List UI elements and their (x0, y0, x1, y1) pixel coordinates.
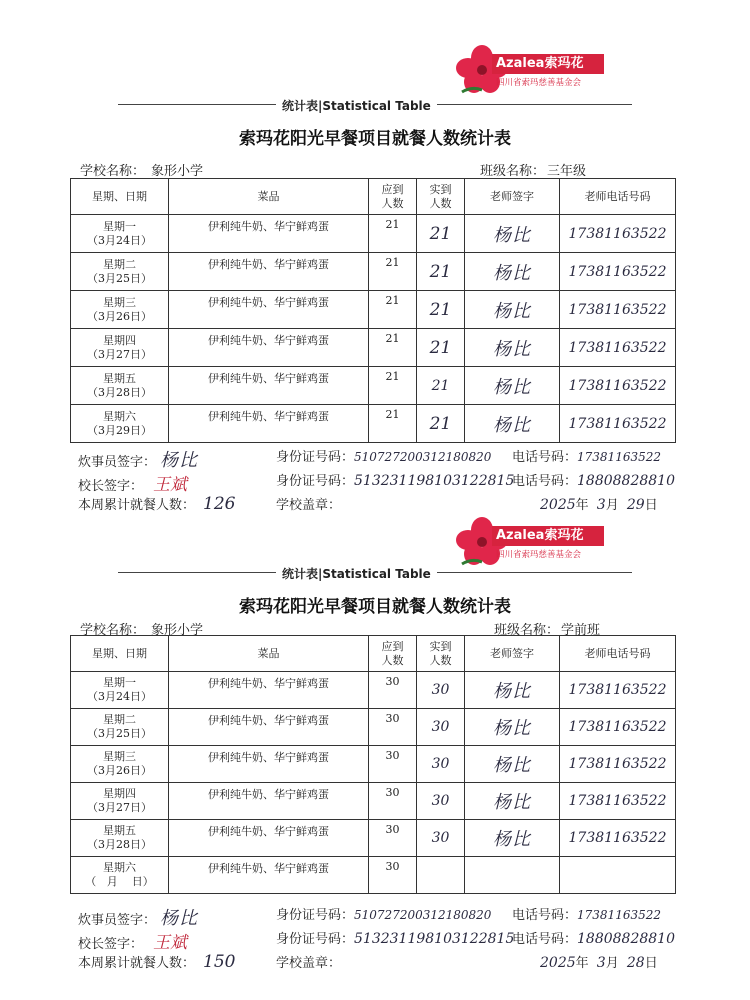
expected-cell: 21 (369, 253, 417, 291)
actual-cell: 21 (417, 291, 465, 329)
signature-cell: 杨比 (465, 367, 560, 405)
signature-cell (465, 857, 560, 894)
phone-label: 电话号码： (512, 474, 578, 489)
signature-cell: 杨比 (465, 215, 560, 253)
day-cell: 星期二 （3月25日） (71, 253, 169, 291)
menu-cell: 伊利纯牛奶、华宁鲜鸡蛋 (169, 367, 369, 405)
principal-id: 513231198103122815 (354, 931, 515, 947)
actual-cell (417, 857, 465, 894)
phone-cell: 17381163522 (560, 329, 676, 367)
col-menu: 菜品 (169, 636, 369, 672)
date-day-suffix: 日 (644, 498, 658, 513)
seal-label: 学校盖章： (276, 956, 342, 971)
table-row (71, 367, 676, 405)
principal-signature: 王斌 (153, 475, 188, 495)
total-label: 本周累计就餐人数： (78, 498, 196, 513)
expected-cell: 30 (369, 709, 417, 746)
school-label: 学校名称： (80, 164, 146, 179)
total-value: 150 (203, 952, 236, 972)
id-label: 身份证号码： (276, 908, 355, 923)
form-title: 索玛花阳光早餐项目就餐人数统计表 (239, 597, 511, 617)
cook-label: 炊事员签字： (78, 913, 157, 928)
menu-cell: 伊利纯牛奶、华宁鲜鸡蛋 (169, 291, 369, 329)
date-month: 3 (596, 497, 606, 513)
col-teacher-sign: 老师签字 (465, 179, 560, 215)
school-label: 学校名称： (80, 623, 146, 638)
signature-cell: 杨比 (465, 709, 560, 746)
col-expected: 应到人数 (369, 636, 417, 672)
date-day-suffix: 日 (644, 956, 658, 971)
date-row (540, 952, 658, 971)
id-label: 身份证号码： (276, 474, 355, 489)
logo-brand: Azalea索玛花 (492, 526, 604, 546)
menu-cell: 伊利纯牛奶、华宁鲜鸡蛋 (169, 709, 369, 746)
azalea-logo (452, 512, 612, 572)
class-name: 学前班 (561, 623, 601, 638)
table-row (71, 329, 676, 367)
signature-cell: 杨比 (465, 820, 560, 857)
day-cell: 星期三 （3月26日） (71, 291, 169, 329)
table-row (71, 291, 676, 329)
cook-phone: 17381163522 (577, 450, 661, 464)
table-row (71, 215, 676, 253)
date-year: 2025 (540, 955, 576, 971)
cook-id: 510727200312180820 (354, 450, 492, 464)
menu-cell: 伊利纯牛奶、华宁鲜鸡蛋 (169, 857, 369, 894)
phone-cell (560, 857, 676, 894)
actual-cell: 21 (417, 215, 465, 253)
actual-cell: 21 (417, 405, 465, 443)
actual-cell: 21 (417, 367, 465, 405)
phone-cell: 17381163522 (560, 709, 676, 746)
total-row (78, 952, 235, 972)
phone-cell: 17381163522 (560, 405, 676, 443)
table-header-row (71, 636, 676, 672)
day-cell: 星期五 （3月28日） (71, 820, 169, 857)
signature-cell: 杨比 (465, 746, 560, 783)
col-actual: 实到人数 (417, 636, 465, 672)
phone-cell: 17381163522 (560, 367, 676, 405)
expected-cell: 30 (369, 746, 417, 783)
header-tag: 统计表|Statistical Table (276, 565, 437, 582)
logo-subtitle: 四川省索玛慈善基金会 (496, 550, 582, 560)
date-month-suffix: 月 (605, 956, 619, 971)
expected-cell: 21 (369, 405, 417, 443)
principal-label: 校长签字： (78, 937, 144, 952)
id-label: 身份证号码： (276, 450, 355, 465)
cook-id-row (276, 904, 491, 923)
principal-phone-row (512, 928, 675, 947)
actual-cell: 30 (417, 709, 465, 746)
principal-signature: 王斌 (153, 933, 188, 953)
signature-cell: 杨比 (465, 672, 560, 709)
class-line (480, 160, 586, 179)
day-cell: 星期三 （3月26日） (71, 746, 169, 783)
form-title: 索玛花阳光早餐项目就餐人数统计表 (239, 129, 511, 149)
header-rule (118, 567, 632, 581)
phone-label: 电话号码： (512, 908, 578, 923)
expected-cell: 21 (369, 215, 417, 253)
table-header-row (71, 179, 676, 215)
cook-signature: 杨比 (160, 450, 199, 471)
header-tag: 统计表|Statistical Table (276, 97, 437, 114)
phone-label: 电话号码： (512, 450, 578, 465)
phone-label: 电话号码： (512, 932, 578, 947)
phone-cell: 17381163522 (560, 291, 676, 329)
day-cell: 星期四 （3月27日） (71, 783, 169, 820)
class-label: 班级名称： (494, 623, 560, 638)
signature-cell: 杨比 (465, 253, 560, 291)
seal-label: 学校盖章： (276, 498, 342, 513)
table-row (71, 709, 676, 746)
expected-cell: 30 (369, 783, 417, 820)
attendance-table (70, 635, 676, 894)
col-teacher-phone: 老师电话号码 (560, 179, 676, 215)
date-month: 3 (596, 955, 606, 971)
cook-phone: 17381163522 (577, 908, 661, 922)
total-value: 126 (203, 494, 236, 514)
expected-cell: 21 (369, 291, 417, 329)
phone-cell: 17381163522 (560, 253, 676, 291)
col-teacher-phone: 老师电话号码 (560, 636, 676, 672)
cook-signature: 杨比 (160, 908, 199, 929)
table-row (71, 820, 676, 857)
table-row (71, 253, 676, 291)
actual-cell: 21 (417, 329, 465, 367)
day-cell: 星期一 （3月24日） (71, 215, 169, 253)
col-expected: 应到人数 (369, 179, 417, 215)
class-label: 班级名称： (480, 164, 546, 179)
date-day: 29 (626, 497, 645, 513)
menu-cell: 伊利纯牛奶、华宁鲜鸡蛋 (169, 672, 369, 709)
principal-label: 校长签字： (78, 479, 144, 494)
col-day: 星期、日期 (71, 636, 169, 672)
menu-cell: 伊利纯牛奶、华宁鲜鸡蛋 (169, 215, 369, 253)
expected-cell: 30 (369, 672, 417, 709)
principal-id-row (276, 928, 514, 947)
signature-cell: 杨比 (465, 329, 560, 367)
header-rule (118, 99, 632, 113)
expected-cell: 21 (369, 367, 417, 405)
table-row (71, 857, 676, 894)
principal-row (78, 470, 187, 495)
principal-phone: 18808828810 (577, 931, 675, 947)
day-cell: 星期二 （3月25日） (71, 709, 169, 746)
statistics-form-preschool (0, 500, 750, 1000)
date-day: 28 (626, 955, 645, 971)
menu-cell: 伊利纯牛奶、华宁鲜鸡蛋 (169, 405, 369, 443)
menu-cell: 伊利纯牛奶、华宁鲜鸡蛋 (169, 746, 369, 783)
menu-cell: 伊利纯牛奶、华宁鲜鸡蛋 (169, 820, 369, 857)
principal-id-row (276, 470, 514, 489)
day-cell: 星期五 （3月28日） (71, 367, 169, 405)
col-teacher-sign: 老师签字 (465, 636, 560, 672)
cook-phone-row (512, 446, 661, 465)
table-row (71, 746, 676, 783)
id-label: 身份证号码： (276, 932, 355, 947)
actual-cell: 30 (417, 746, 465, 783)
school-line (80, 160, 203, 179)
cook-id: 510727200312180820 (354, 908, 492, 922)
table-row (71, 405, 676, 443)
phone-cell: 17381163522 (560, 783, 676, 820)
col-actual: 实到人数 (417, 179, 465, 215)
principal-id: 513231198103122815 (354, 473, 515, 489)
col-menu: 菜品 (169, 179, 369, 215)
date-year: 2025 (540, 497, 576, 513)
day-cell: 星期六 （ 月 日） (71, 857, 169, 894)
actual-cell: 30 (417, 783, 465, 820)
signature-cell: 杨比 (465, 783, 560, 820)
cook-phone-row (512, 904, 661, 923)
menu-cell: 伊利纯牛奶、华宁鲜鸡蛋 (169, 783, 369, 820)
signature-cell: 杨比 (465, 405, 560, 443)
principal-phone-row (512, 470, 675, 489)
date-month-suffix: 月 (605, 498, 619, 513)
expected-cell: 21 (369, 329, 417, 367)
date-year-suffix: 年 (575, 498, 589, 513)
day-cell: 星期四 （3月27日） (71, 329, 169, 367)
day-cell: 星期六 （3月29日） (71, 405, 169, 443)
seal-row (276, 952, 341, 971)
expected-cell: 30 (369, 857, 417, 894)
attendance-table (70, 178, 676, 443)
azalea-logo (452, 40, 612, 100)
cook-row (78, 446, 198, 472)
phone-cell: 17381163522 (560, 672, 676, 709)
signature-cell: 杨比 (465, 291, 560, 329)
cook-label: 炊事员签字： (78, 455, 157, 470)
school-name: 象形小学 (151, 164, 204, 179)
actual-cell: 21 (417, 253, 465, 291)
day-cell: 星期一 （3月24日） (71, 672, 169, 709)
phone-cell: 17381163522 (560, 820, 676, 857)
table-row (71, 783, 676, 820)
logo-subtitle: 四川省索玛慈善基金会 (496, 78, 582, 88)
phone-cell: 17381163522 (560, 746, 676, 783)
menu-cell: 伊利纯牛奶、华宁鲜鸡蛋 (169, 329, 369, 367)
table-row (71, 672, 676, 709)
principal-row (78, 928, 187, 953)
cook-id-row (276, 446, 491, 465)
principal-phone: 18808828810 (577, 473, 675, 489)
logo-brand: Azalea索玛花 (492, 54, 604, 74)
total-label: 本周累计就餐人数： (78, 956, 196, 971)
class-name: 三年级 (547, 164, 587, 179)
actual-cell: 30 (417, 672, 465, 709)
school-name: 象形小学 (151, 623, 204, 638)
col-day: 星期、日期 (71, 179, 169, 215)
phone-cell: 17381163522 (560, 215, 676, 253)
menu-cell: 伊利纯牛奶、华宁鲜鸡蛋 (169, 253, 369, 291)
expected-cell: 30 (369, 820, 417, 857)
actual-cell: 30 (417, 820, 465, 857)
date-year-suffix: 年 (575, 956, 589, 971)
cook-row (78, 904, 198, 930)
